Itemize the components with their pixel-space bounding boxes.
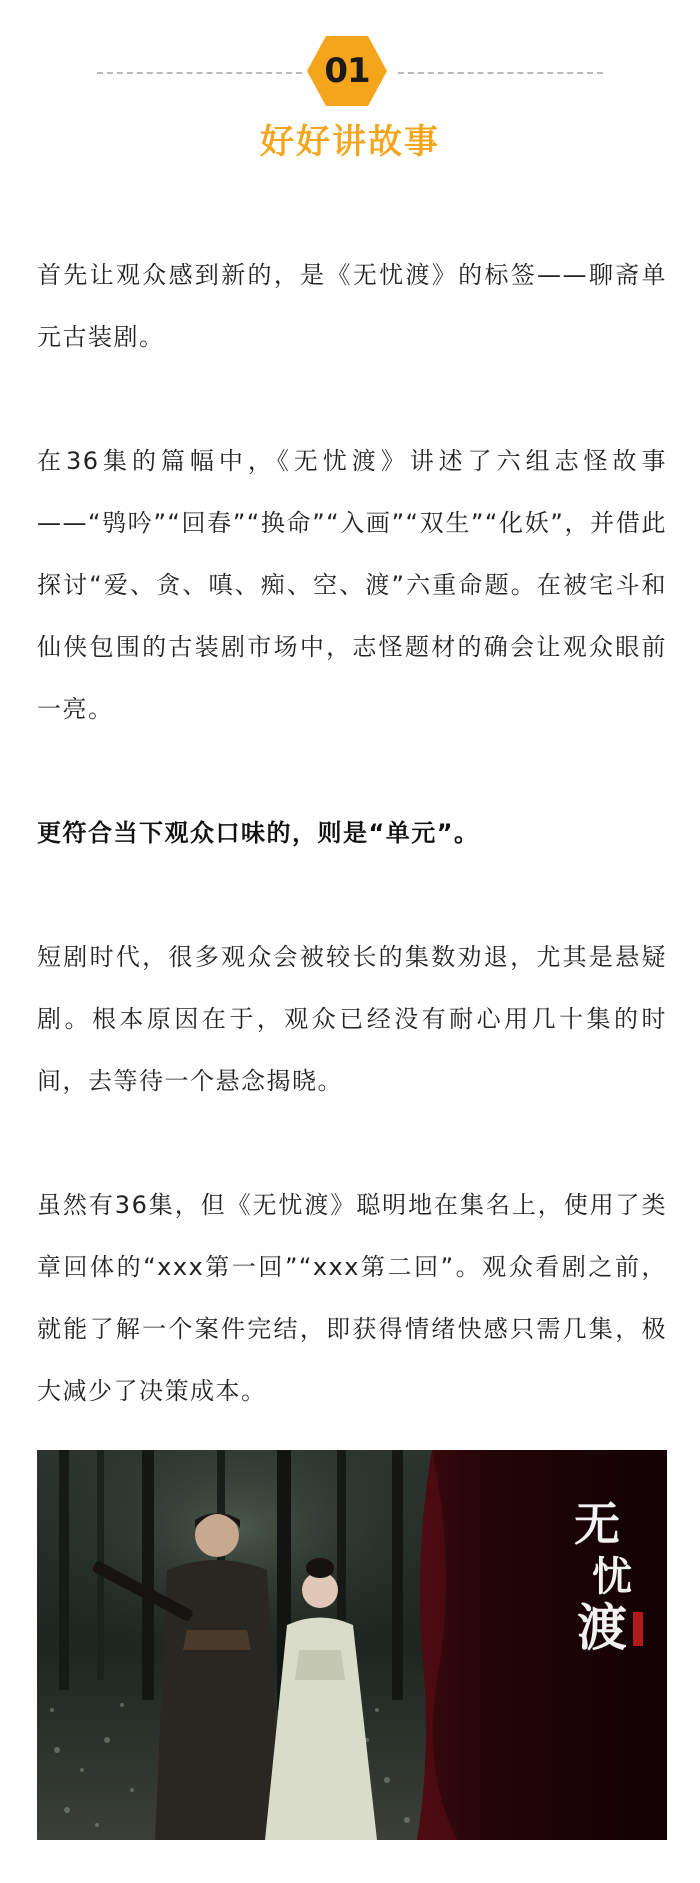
paragraph: 虽然有36集，但《无忧渡》聪明地在集名上，使用了类章回体的“xxx第一回”“xxx第二回”。观众看剧之前，就能了解一个案件完结，即获得情绪快感只需几集，极大减少了决策成本。 (37, 1191, 667, 1405)
divider-left (97, 72, 302, 74)
paragraph: 在36集的篇幅中，《无忧渡》讲述了六组志怪故事——“鸮吟”“回春”“换命”“入画”“双生”“化妖”，并借此探讨“爱、贪、嗔、痴、空、渡”六重命题。在被宅斗和仙侠包围的古装剧市场中，志怪题材的确会让观众眼前一亮。 (37, 447, 667, 723)
paragraph: 首先让观众感到新的，是《无忧渡》的标签——聊斋单元古装剧。 (37, 261, 667, 351)
divider-right (398, 72, 603, 74)
section-title: 好好讲故事 (260, 122, 440, 162)
paragraph-bold: 更符合当下观众口味的，则是“单元”。 (37, 819, 480, 847)
section-number-badge (306, 34, 388, 108)
article-body (37, 244, 667, 1422)
drama-still-image (37, 1450, 667, 1840)
show-logo-char: 无 (574, 1497, 620, 1551)
svg-text:渡: 渡 (577, 1598, 627, 1657)
paragraph: 短剧时代，很多观众会被较长的集数劝退，尤其是悬疑剧。根本原因在于，观众已经没有耐心用几十集的时间，去等待一个悬念揭晓。 (37, 943, 667, 1095)
svg-text:忧: 忧 (592, 1553, 632, 1600)
section-number: 01 (324, 51, 370, 91)
section-header (0, 34, 700, 114)
